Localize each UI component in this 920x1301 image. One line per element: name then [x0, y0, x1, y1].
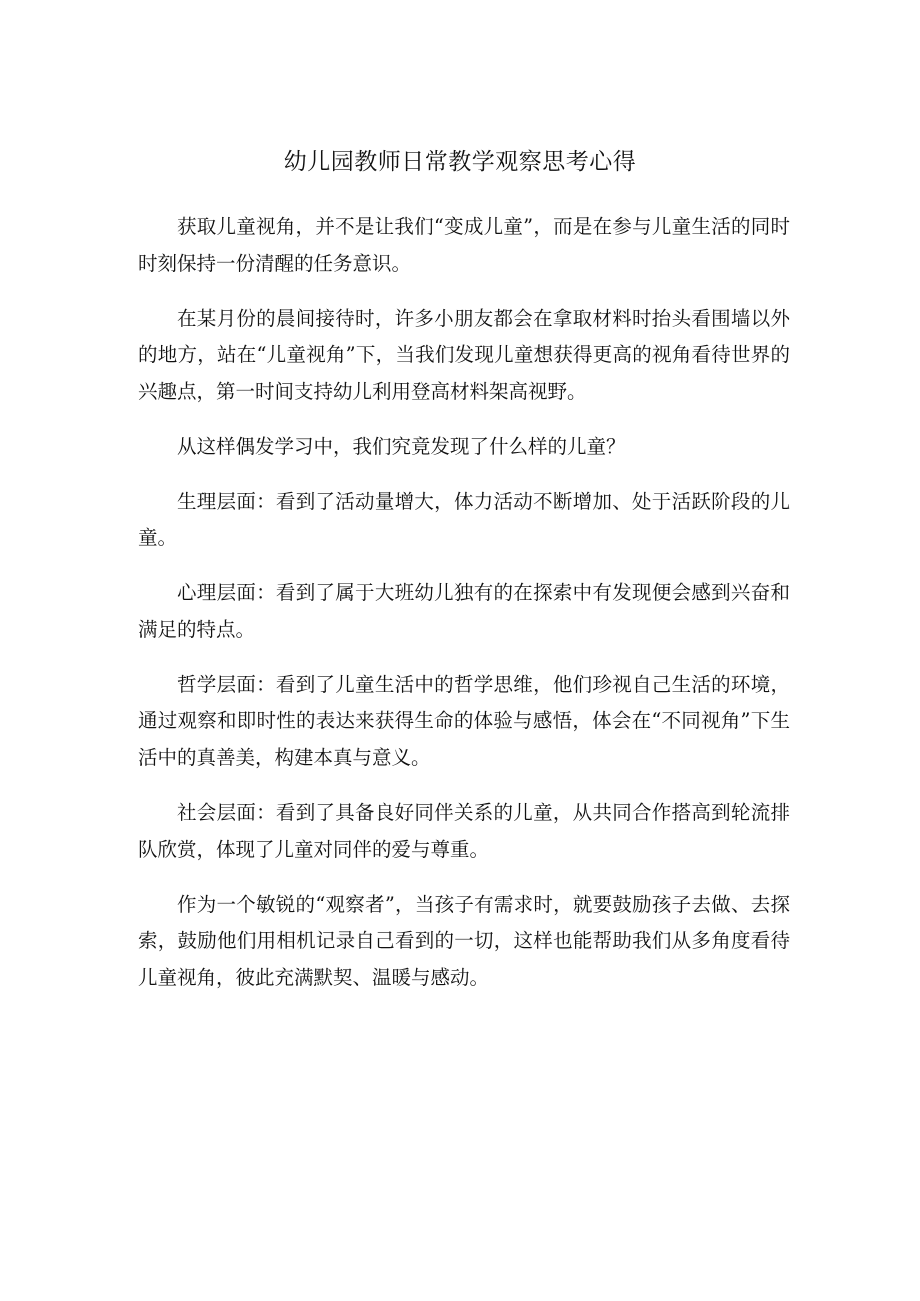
paragraph-4: 生理层面：看到了活动量增大，体力活动不断增加、处于活跃阶段的儿童。 [138, 489, 790, 550]
document-body [138, 209, 790, 1015]
paragraph-2: 在某月份的晨间接待时，许多小朋友都会在拿取材料时抬头看围墙以外的地方，站在“儿童视角”下，当我们发现儿童想获得更高的视角看待世界的兴趣点，第一时间支持幼儿利用登高材料架高视野。 [138, 306, 790, 403]
paragraph-3: 从这样偶发学习中，我们究竟发现了什么样的儿童？ [177, 434, 626, 458]
paragraph-5: 心理层面：看到了属于大班幼儿独有的在探索中有发现便会感到兴奋和满足的特点。 [138, 581, 790, 641]
paragraph-7: 社会层面：看到了具备良好同伴关系的儿童，从共同合作搭高到轮流排队欣赏，体现了儿童对同伴的爱与尊重。 [138, 801, 790, 861]
document-title: 幼儿园教师日常教学观察思考心得 [283, 149, 637, 175]
paragraph-1: 获取儿童视角，并不是让我们“变成儿童”，而是在参与儿童生活的同时时刻保持一份清醒的任务意识。 [138, 215, 790, 275]
paragraph-6: 哲学层面：看到了儿童生活中的哲学思维，他们珍视自己生活的环境，通过观察和即时性的表达来获得生命的体验与感悟，体会在“不同视角”下生活中的真善美，构建本真与意义。 [138, 672, 790, 770]
paragraph-8: 作为一个敏锐的“观察者”，当孩子有需求时，就要鼓励孩子去做、去探索，鼓励他们用相机记录自己看到的一切，这样也能帮助我们从多角度看待儿童视角，彼此充满默契、温暖与感动。 [138, 892, 790, 989]
